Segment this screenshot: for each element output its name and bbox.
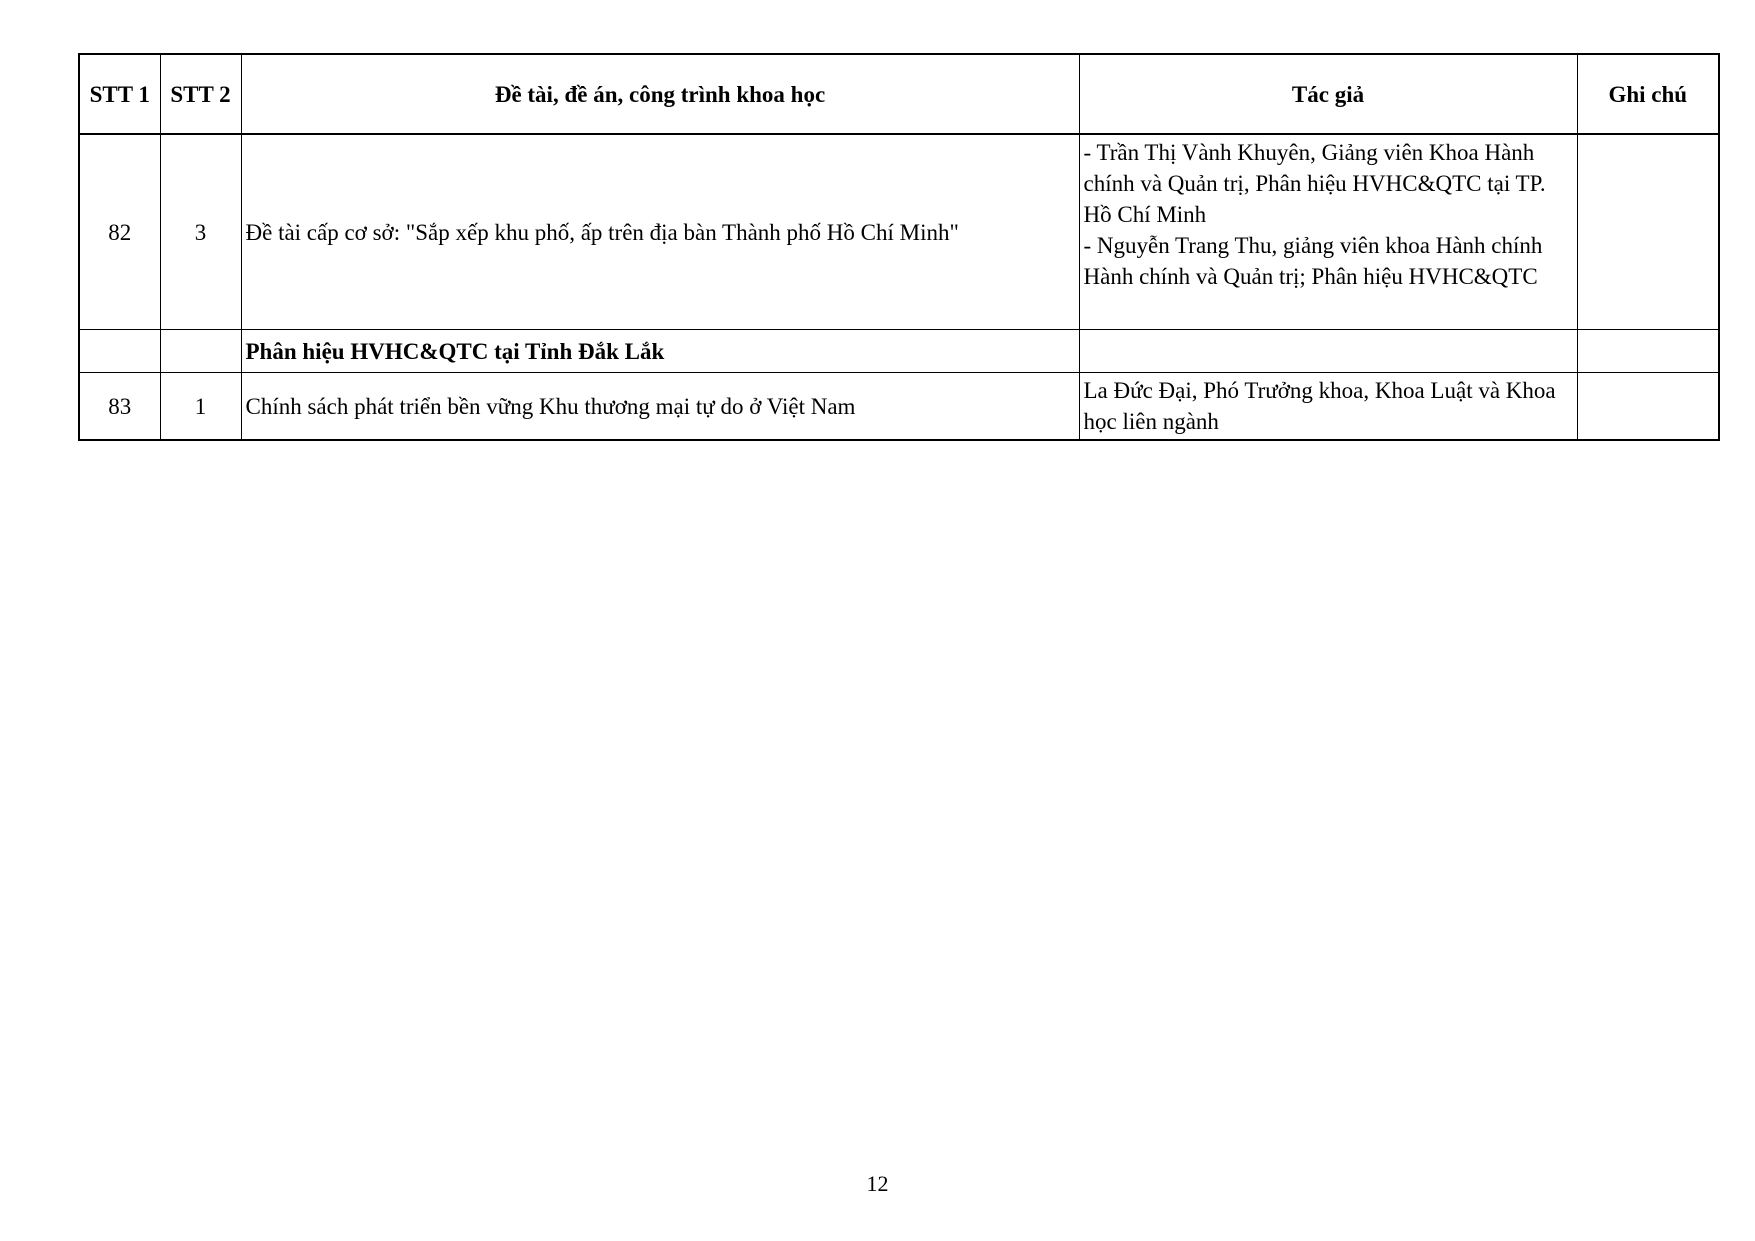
cell-note [1577,134,1719,330]
page-number: 12 [866,1171,889,1196]
cell-note [1577,373,1719,441]
cell-stt2-empty [160,330,241,373]
header-title: Đề tài, đề án, công trình khoa học [241,54,1079,134]
cell-stt1: 83 [79,373,160,441]
cell-title: Đề tài cấp cơ sở: "Sắp xếp khu phố, ấp trên địa bàn Thành phố Hồ Chí Minh" [241,134,1079,330]
table-row [79,373,1719,441]
author-entry: La Đức Đại, Phó Trưởng khoa, Khoa Luật và Khoa học liên ngành [1083,378,1556,434]
section-heading: Phân hiệu HVHC&QTC tại Tỉnh Đắk Lắk [241,330,1079,373]
cell-authors-empty [1079,330,1577,373]
cell-authors [1079,134,1577,330]
author-entry: - Nguyễn Trang Thu, giảng viên khoa Hành chính Hành chính và Quản trị; Phân hiệu HVHC&QTC [1083,233,1543,289]
cell-stt1: 82 [79,134,160,330]
table-header-row [79,54,1719,134]
cell-authors [1079,373,1577,441]
header-stt1: STT 1 [79,54,160,134]
research-table [78,53,1720,441]
cell-stt2: 3 [160,134,241,330]
research-table-container [78,53,1718,441]
section-row [79,330,1719,373]
cell-note-empty [1577,330,1719,373]
cell-stt1-empty [79,330,160,373]
header-author: Tác giả [1079,54,1577,134]
table-row [79,134,1719,330]
cell-stt2: 1 [160,373,241,441]
author-entry: - Trần Thị Vành Khuyên, Giảng viên Khoa Hành chính và Quản trị, Phân hiệu HVHC&QTC tại TP. Hồ Chí Minh [1083,140,1546,227]
cell-title: Chính sách phát triển bền vững Khu thương mại tự do ở Việt Nam [241,373,1079,441]
header-stt2: STT 2 [160,54,241,134]
header-note: Ghi chú [1577,54,1719,134]
